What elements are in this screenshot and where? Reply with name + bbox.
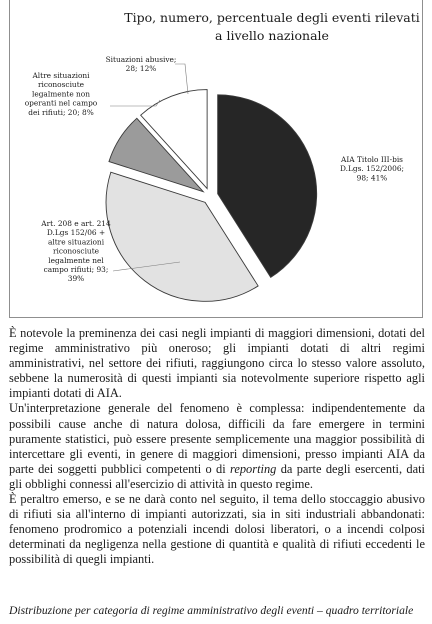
- slice-label-line: 98; 41%: [356, 173, 388, 183]
- slice-label-line: campo rifiuti; 93;: [43, 265, 109, 274]
- body-text: [9, 326, 425, 568]
- pie-chart: [10, 0, 424, 318]
- slice-label-line: legalmente nel: [48, 255, 104, 265]
- leader-line-3: [110, 100, 160, 106]
- slice-label-line: D.Lgs. 152/2006;: [339, 164, 405, 174]
- slice-label-line: D.Lgs 152/06 +: [46, 228, 106, 238]
- italic-term: reporting: [230, 461, 277, 476]
- slice-label-line: riconosciute: [37, 80, 85, 90]
- paragraph-3: È peraltro emerso, e se ne darà conto nel seguito, il tema dello stoccaggio abusivo di rifiuti sia all'interno di impianti autorizzati, sia in siti industriali abbandonati: fenomeno prodromico a potenziali incendi dolosi liberatori, o a incendi colposi determinati da negligenza nella gestione di quantità e qualità di rifiuti eccedenti le possibilità di quegli impianti.: [9, 492, 425, 567]
- slice-label-line: Situazioni abusive;: [105, 55, 177, 64]
- paragraph-1: È notevole la preminenza dei casi negli impianti di maggiori dimensioni, dotati del regime amministrativo più oneroso; gli impianti dotati di altri regimi amministrativi, nel settore dei rifiuti, raggiungono circa lo stesso valore assoluto, sebbene la numerosità di questi impianti sia notevolmente superiore rispetto agli impianti dotati di AIA.: [9, 326, 425, 401]
- slice-label-1: [340, 155, 404, 182]
- slice-label-line: 39%: [67, 274, 85, 284]
- slice-label-line: riconosciute: [52, 246, 100, 256]
- chart-title-line-1: Tipo, numero, percentuale degli eventi rilevati: [124, 10, 420, 25]
- chart-title-line-2: a livello nazionale: [215, 28, 329, 43]
- figure-caption: Distribuzione per categoria di regime amministrativo degli eventi – quadro territoriale: [9, 604, 414, 617]
- paragraph-2: Un'interpretazione generale del fenomeno è complessa: indipendentemente da possibili cause anche di natura dolosa, difficili da fare emergere in termini puramente statistici, può essere presente semplicemente una maggior possibilità di intercettare gli eventi, in genere di maggiori dimensioni, presso impianti AIA da parte dei soggetti pubblici competenti o di reporting da parte degli esercenti, dati gli obblighi connessi all'esercizio di attività in questo regime.: [9, 401, 425, 491]
- pie-slices: [106, 90, 317, 302]
- slice-label-line: Art. 208 e art. 214: [41, 219, 111, 228]
- slice-label-line: altre situazioni: [47, 237, 105, 247]
- chart-frame: [9, 0, 423, 318]
- slice-label-line: Altre situazioni: [32, 71, 90, 80]
- slice-label-4: [106, 55, 177, 73]
- slice-label-line: 28; 12%: [125, 64, 157, 74]
- leader-line-4: [175, 64, 188, 94]
- slice-label-3: [25, 71, 98, 117]
- slice-label-line: legalmente non: [31, 89, 91, 99]
- slice-label-line: operanti nel campo: [24, 98, 98, 108]
- slice-label-line: dei rifiuti; 20; 8%: [28, 107, 94, 117]
- slice-label-2: [40, 219, 111, 283]
- slice-label-line: AIA Titolo III-bis: [341, 155, 403, 164]
